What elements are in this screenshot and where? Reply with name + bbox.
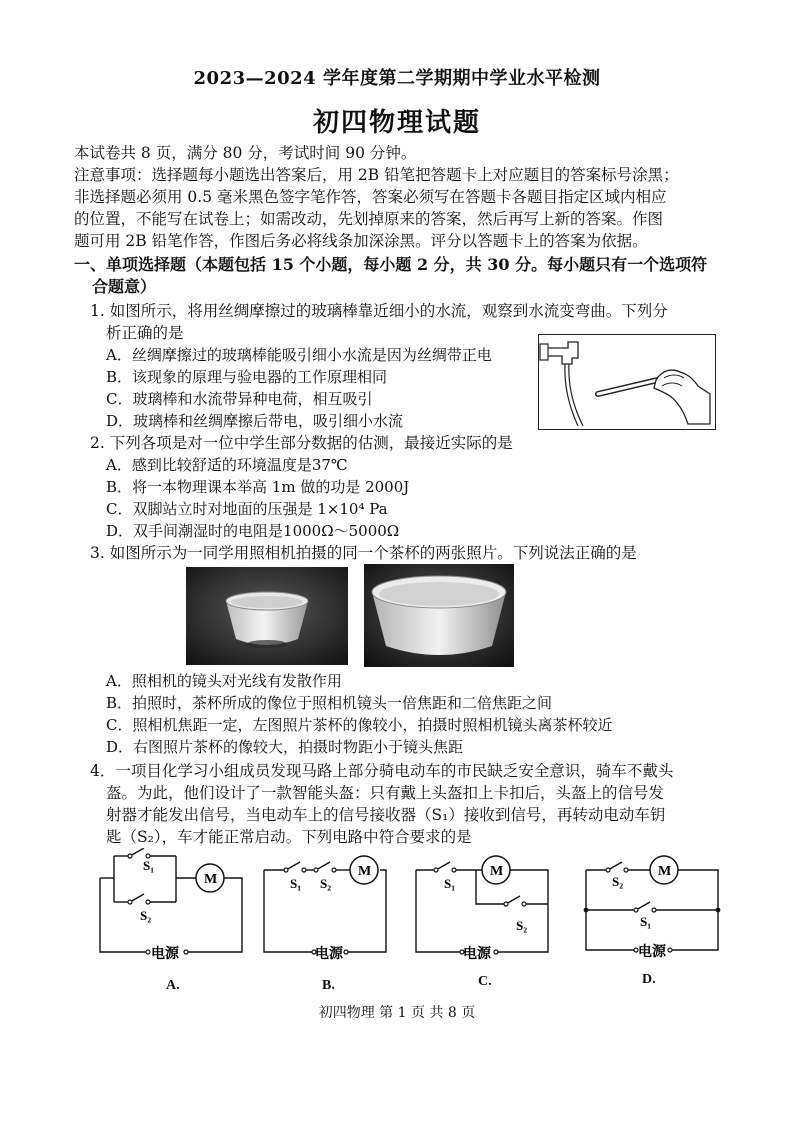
power-source-label: 电源 bbox=[463, 947, 491, 962]
q1-option-d: D．玻璃棒和丝绸摩擦后带电，吸引细小水流 bbox=[106, 412, 404, 430]
question-4-stem: 4．一项目化学习小组成员发现马路上部分骑电动车的市民缺乏安全意识，骑车不戴头 bbox=[90, 762, 674, 780]
page-footer: 初四物理 第 1 页 共 8 页 bbox=[318, 1005, 476, 1021]
instruction-line: 注意事项：选择题每小题选出答案后，用 2B 铅笔把答题卡上对应题目的答案标号涂黑； bbox=[74, 166, 679, 184]
question-4-stem-cont: 盔。为此，他们设计了一款智能头盔：只有戴上头盔扣上卡扣后，头盔上的信号发 bbox=[106, 784, 665, 802]
section-title: 一、单项选择题（本题包括 15 个小题，每小题 2 分，共 30 分。每小题只有一个选项符 bbox=[74, 255, 708, 274]
q1-option-c: C．玻璃棒和水流带异种电荷，相互吸引 bbox=[106, 390, 373, 408]
q2-option-b: B．将一本物理课本举高 1m 做的功是 2000J bbox=[106, 478, 410, 496]
switch-s1-label: S₁ bbox=[640, 914, 652, 929]
question-1-stem: 1. 如图所示，将用丝绸摩擦过的玻璃棒靠近细小的水流，观察到水流变弯曲。下列分 bbox=[90, 302, 668, 320]
instruction-line: 非选择题必须用 0.5 毫米黑色签字笔作答，答案必须写在答题卡各题目指定区域内相应 bbox=[74, 188, 667, 206]
question-1-stem-cont: 析正确的是 bbox=[106, 324, 184, 342]
switch-s1-label: S₁ bbox=[290, 876, 302, 891]
circuit-option-c: C. bbox=[478, 974, 492, 989]
question-4-stem-cont: 射器才能发出信号，当电动车上的信号接收器（S₁）接收到信号，再转动电动车钥 bbox=[106, 806, 666, 824]
circuit-option-b: B. bbox=[322, 978, 335, 993]
instruction-line: 题可用 2B 铅笔作答，作图后务必将线条加深涂黑。评分以答题卡上的答案为依据。 bbox=[74, 232, 648, 250]
question-3-stem: 3. 如图所示为一同学用照相机拍摄的同一个茶杯的两张照片。下列说法正确的是 bbox=[90, 544, 637, 562]
power-source-label: 电源 bbox=[151, 947, 179, 962]
power-source-label: 电源 bbox=[315, 947, 343, 962]
motor-symbol: M bbox=[204, 872, 218, 887]
q1-option-b: B．该现象的原理与验电器的工作原理相同 bbox=[106, 368, 388, 386]
circuit-option-d: D. bbox=[642, 972, 656, 987]
switch-s1-label: S₁ bbox=[143, 858, 155, 873]
q1-option-a: A．丝绸摩擦过的玻璃棒能吸引细小水流是因为丝绸带正电 bbox=[106, 346, 492, 364]
section-title-cont: 合题意） bbox=[92, 277, 157, 296]
q2-option-d: D．双手间潮湿时的电阻是1000Ω～5000Ω bbox=[106, 522, 400, 540]
q3-option-c: C．照相机焦距一定，左图照片茶杯的像较小，拍摄时照相机镜头离茶杯较近 bbox=[106, 716, 613, 734]
circuit-c bbox=[416, 856, 548, 962]
circuit-b bbox=[264, 856, 386, 962]
instruction-line: 的位置，不能写在试卷上；如需改动，先划掉原来的答案，然后再写上新的答案。作图 bbox=[74, 210, 664, 228]
q3-option-a: A．照相机的镜头对光线有发散作用 bbox=[106, 672, 342, 690]
teacup-photo-large bbox=[364, 564, 514, 667]
switch-s2-label: S₂ bbox=[516, 918, 528, 933]
exam-title: 2023—2024 学年度第二学期期中学业水平检测 bbox=[193, 68, 601, 89]
power-source-label: 电源 bbox=[638, 945, 666, 960]
circuit-option-a: A. bbox=[166, 978, 180, 993]
question-2-stem: 2. 下列各项是对一位中学生部分数据的估测，最接近实际的是 bbox=[90, 434, 513, 452]
q2-option-a: A．感到比较舒适的环境温度是37℃ bbox=[106, 456, 348, 474]
question-4-stem-cont: 匙（S₂），车才能正常启动。下列电路中符合要求的是 bbox=[106, 828, 472, 846]
switch-s2-label: S₂ bbox=[140, 908, 152, 923]
circuit-d bbox=[584, 856, 721, 960]
motor-symbol: M bbox=[490, 864, 504, 879]
switch-s2-label: S₂ bbox=[320, 876, 332, 891]
motor-symbol: M bbox=[358, 864, 372, 879]
switch-s1-label: S₁ bbox=[444, 876, 456, 891]
subject-title: 初四物理试题 bbox=[312, 108, 481, 138]
switch-s2-label: S₂ bbox=[612, 874, 624, 889]
q3-option-d: D．右图照片茶杯的像较大，拍摄时物距小于镜头焦距 bbox=[106, 738, 464, 756]
q2-option-c: C．双脚站立时对地面的压强是 1×10⁴ Pa bbox=[106, 500, 388, 518]
circuit-a bbox=[96, 848, 248, 966]
teacup-photo-small bbox=[186, 567, 348, 665]
motor-symbol: M bbox=[658, 864, 672, 879]
faucet-glass-rod-figure bbox=[538, 334, 716, 430]
q3-option-b: B．拍照时，茶杯所成的像位于照相机镜头一倍焦距和二倍焦距之间 bbox=[106, 694, 553, 712]
instruction-line: 本试卷共 8 页，满分 80 分，考试时间 90 分钟。 bbox=[74, 144, 417, 162]
